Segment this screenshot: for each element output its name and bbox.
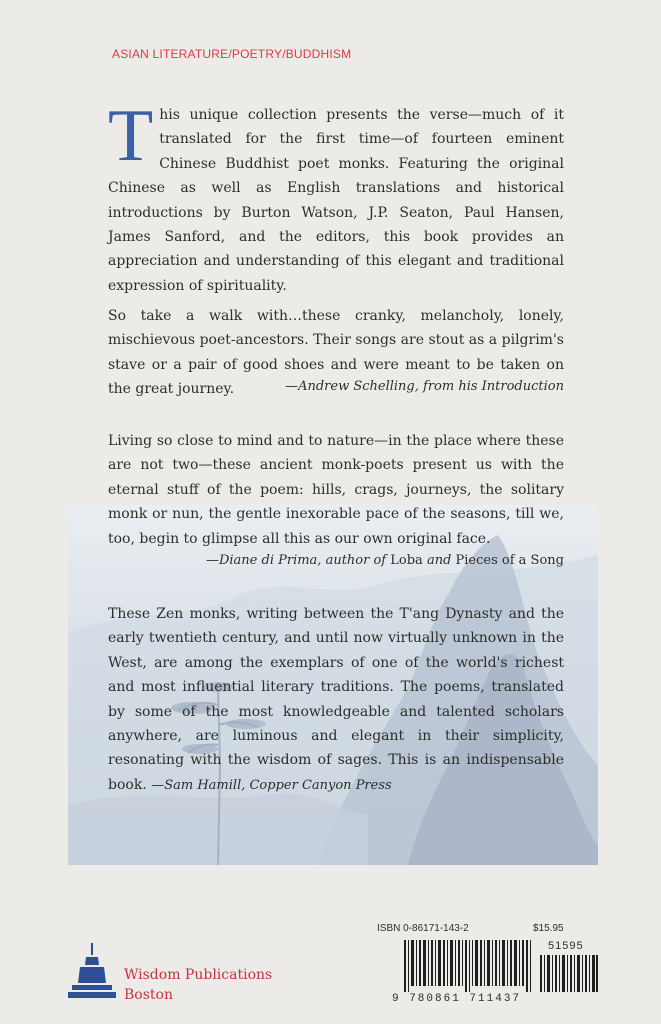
quote-di-prima-attribution: —Diane di Prima, author of Loba and Pieces of a Song — [205, 553, 564, 568]
quote-schelling-attribution: —Andrew Schelling, from his Introduction — [285, 379, 564, 394]
stupa-icon — [66, 943, 118, 1001]
ean-barcode — [404, 940, 532, 992]
ean-number: 9 780861 711437 — [392, 993, 522, 1005]
publisher-name: Wisdom Publications — [124, 967, 273, 983]
isbn-label: ISBN 0-86171-143-2 — [377, 923, 469, 934]
quote-schelling: So take a walk with…these cranky, melancholy, lonely, mischievous poet-ancestors. Their songs are stout as a pilgrim's stave or a pair of good shoes and were meant to be taken on the great journey. — [108, 308, 564, 398]
intro-paragraph — [108, 95, 564, 298]
quote-hamill-text: These Zen monks, writing between the T'ang Dynasty and the early twentieth century, and until now virtually unknown in the West, are among the exemplars of one of the world's richest and most influential literary traditions. The poems, translated by some of the most knowledgeable and talented scholars anywhere, are luminous and elegant in their simplicity, resonating with the wisdom of sages. This is an indispensable book. — [108, 606, 564, 793]
price-label: $15.95 — [533, 923, 564, 934]
category-label: ASIAN LITERATURE/POETRY/BUDDHISM — [112, 47, 352, 61]
drop-cap: T — [108, 95, 154, 177]
price-code: 51595 — [548, 940, 584, 952]
publisher-block — [124, 965, 272, 1005]
intro-text: his unique collection presents the verse—much of it translated for the first time—of fourteen eminent Chinese Buddhist poet monks. Featuring the original Chinese as well as English translations and historical introductions by Burton Watson, J.P. Seaton, Paul Hansen, James Sanford, and the editors, this book provides an appreciation and understanding of this elegant and traditional expression of spirituality. — [108, 107, 564, 294]
publisher-city: Boston — [124, 987, 173, 1003]
quote-hamill-attribution: —Sam Hamill, Copper Canyon Press — [151, 777, 392, 793]
quote-hamill — [108, 602, 564, 798]
quote-di-prima: Living so close to mind and to nature—in the place where these are not two—these ancient monk-poets present us with the eternal stuff of the poem: hills, crags, journeys, the solitary monk or nun, the gentle inexorable pace of the seasons, till we, too, begin to glimpse all this as our own original face. — [108, 433, 564, 547]
price-barcode — [540, 955, 598, 992]
